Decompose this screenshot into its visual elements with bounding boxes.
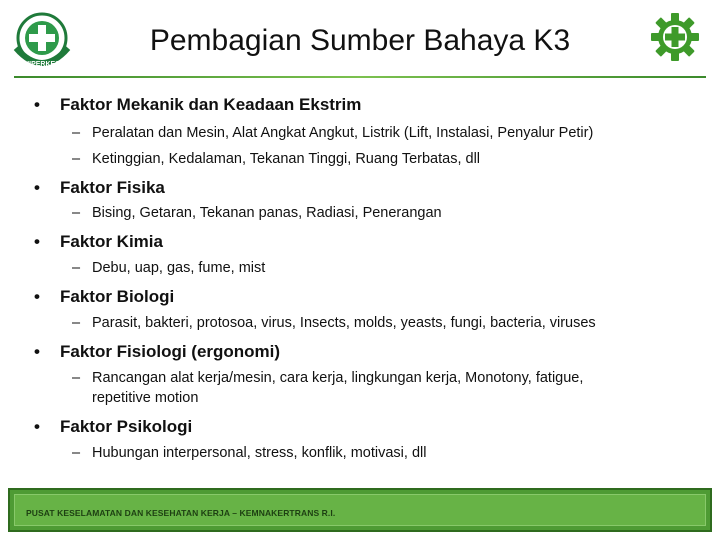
header-divider bbox=[14, 76, 706, 78]
list-item: • Faktor Fisika bbox=[34, 178, 165, 197]
sub-item-text: Bising, Getaran, Tekanan panas, Radiasi, Penerangan bbox=[92, 205, 442, 221]
sub-list-item: – Debu, uap, gas, fume, mist bbox=[72, 260, 266, 276]
bullet-label: Faktor Fisiologi (ergonomi) bbox=[60, 342, 281, 361]
list-item: • Faktor Kimia bbox=[34, 232, 163, 251]
sub-item-text: Parasit, bakteri, protosoa, virus, Insects, molds, yeasts, fungi, bacteria, viruses bbox=[92, 315, 596, 331]
sub-item-text: Ketinggian, Kedalaman, Tekanan Tinggi, Ruang Terbatas, dll bbox=[92, 151, 481, 167]
hiperkes-logo-text: HIPERKES bbox=[24, 61, 60, 68]
sub-list-item-continuation bbox=[92, 390, 198, 406]
list-item: • Faktor Psikologi bbox=[34, 417, 193, 436]
bullet-label: Faktor Biologi bbox=[60, 287, 175, 306]
list-item: • Faktor Fisiologi (ergonomi) bbox=[34, 342, 281, 361]
sub-list-item: – Bising, Getaran, Tekanan panas, Radiasi, Penerangan bbox=[72, 205, 442, 221]
sub-item-text: Rancangan alat kerja/mesin, cara kerja, lingkungan kerja, Monotony, fatigue, bbox=[92, 370, 584, 386]
bullet-label: Faktor Mekanik dan Keadaan Ekstrim bbox=[60, 95, 362, 114]
sub-list-item: – Rancangan alat kerja/mesin, cara kerja, lingkungan kerja, Monotony, fatigue, bbox=[72, 370, 584, 386]
footer-text: PUSAT KESELAMATAN DAN KESEHATAN KERJA – KEMNAKERTRANS R.I. bbox=[26, 508, 336, 518]
sub-item-text: Peralatan dan Mesin, Alat Angkat Angkut, Listrik (Lift, Instalasi, Penyalur Petir) bbox=[92, 125, 594, 141]
bullet-label: Faktor Kimia bbox=[60, 232, 163, 251]
list-item: • Faktor Biologi bbox=[34, 287, 175, 306]
list-item: • Faktor Mekanik dan Keadaan Ekstrim bbox=[34, 95, 362, 114]
sub-item-text: Hubungan interpersonal, stress, konflik, motivasi, dll bbox=[92, 445, 427, 461]
bullet-label: Faktor Psikologi bbox=[60, 417, 193, 436]
sub-item-text: repetitive motion bbox=[92, 390, 199, 406]
sub-list-item: – Hubungan interpersonal, stress, konflik, motivasi, dll bbox=[72, 445, 427, 461]
sub-item-text: Debu, uap, gas, fume, mist bbox=[92, 260, 266, 276]
sub-list-item: – Peralatan dan Mesin, Alat Angkat Angkut, Listrik (Lift, Instalasi, Penyalur Petir) bbox=[72, 125, 594, 141]
sub-list-item: – Ketinggian, Kedalaman, Tekanan Tinggi, Ruang Terbatas, dll bbox=[72, 151, 481, 167]
footer-bar bbox=[8, 488, 712, 532]
page-title: Pembagian Sumber Bahaya K3 bbox=[149, 24, 571, 57]
hiperkes-logo-icon bbox=[10, 8, 74, 72]
sub-list-item: – Parasit, bakteri, protosoa, virus, Insects, molds, yeasts, fungi, bacteria, viruses bbox=[72, 315, 596, 331]
bullet-label: Faktor Fisika bbox=[60, 178, 165, 197]
k3-gear-cross-icon bbox=[650, 12, 700, 62]
